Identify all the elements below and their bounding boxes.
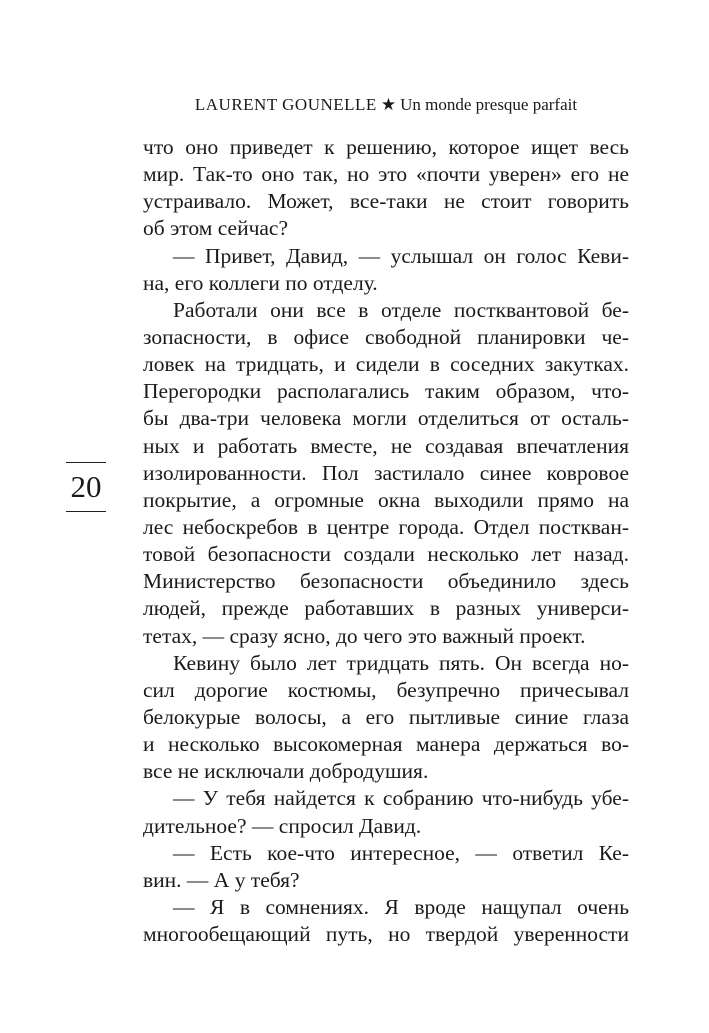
text-line: лес небоскребов в центре города. Отдел посткван- bbox=[143, 514, 629, 539]
text-line: покрытие, а огромные окна выходили прямо на bbox=[143, 487, 629, 512]
text-line: людей, прежде работавших в разных универси- bbox=[143, 596, 629, 621]
running-head-title: Un monde presque parfait bbox=[400, 95, 578, 114]
text-line: ловек на тридцать, и сидели в соседних закутках. bbox=[143, 352, 629, 377]
text-line: ных и работать вместе, не создавая впечатления bbox=[143, 433, 629, 458]
text-line: — Привет, Давид, — услышал он голос Кеви- bbox=[173, 243, 629, 268]
text-line: зопасности, в офисе свободной планировки че- bbox=[143, 324, 629, 349]
text-line: все не исключали добродушия. bbox=[143, 759, 429, 784]
text-line: Кевину было лет тридцать пять. Он всегда но- bbox=[173, 650, 629, 675]
text-line: вин. — А у тебя? bbox=[143, 867, 300, 892]
text-line: Министерство безопасности объединило здесь bbox=[143, 569, 629, 594]
body-text bbox=[143, 134, 629, 948]
text-line: изолированности. Пол застилало синее ковровое bbox=[143, 460, 629, 485]
text-line: и несколько высокомерная манера держаться во- bbox=[143, 732, 629, 757]
page-number-block bbox=[66, 462, 106, 512]
text-line: мир. Так-то оно так, но это «почти уверен» его не bbox=[143, 162, 629, 187]
star-icon: ★ bbox=[380, 95, 397, 114]
page-number-bottom-rule bbox=[66, 511, 106, 512]
text-line: бы два-три человека могли отделиться от осталь- bbox=[143, 406, 629, 431]
text-line: — У тебя найдется к собранию что-нибудь убе- bbox=[173, 786, 629, 811]
text-line: товой безопасности создали несколько лет назад. bbox=[143, 542, 629, 567]
running-head-author: LAURENT GOUNELLE bbox=[194, 95, 377, 114]
text-line: — Я в сомнениях. Я вроде нащупал очень bbox=[173, 894, 629, 919]
text-line: устраивало. Может, все-таки не стоит говорить bbox=[143, 189, 629, 214]
text-line: дительное? — спросил Давид. bbox=[143, 813, 422, 838]
text-line: тетах, — сразу ясно, до чего это важный проект. bbox=[143, 623, 586, 648]
text-line: на, его коллеги по отделу. bbox=[143, 270, 378, 295]
text-line: белокурые волосы, а его пытливые синие глаза bbox=[143, 704, 629, 729]
text-line: Перегородки располагались таким образом, что- bbox=[143, 379, 629, 404]
page-number-top-rule bbox=[66, 462, 106, 463]
text-line: сил дорогие костюмы, безупречно причесывал bbox=[143, 677, 629, 702]
text-line: — Есть кое-что интересное, — ответил Ке- bbox=[173, 840, 629, 865]
page-number: 20 bbox=[70, 469, 102, 504]
running-head bbox=[143, 94, 629, 116]
text-line: об этом сейчас? bbox=[143, 216, 289, 241]
text-line: что оно приведет к решению, которое ищет весь bbox=[143, 135, 629, 159]
text-line: Работали они все в отделе постквантовой бе- bbox=[173, 297, 629, 322]
text-line: многообещающий путь, но твердой уверенности bbox=[143, 922, 629, 947]
